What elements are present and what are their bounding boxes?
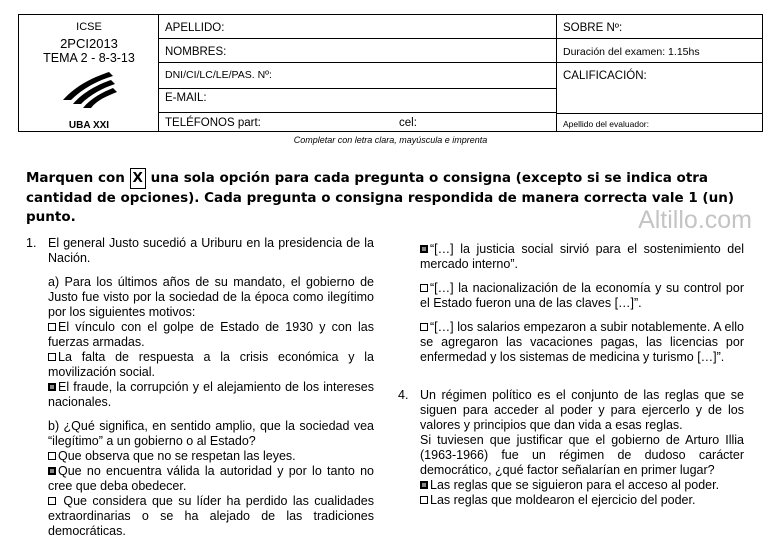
sobre-field	[557, 15, 762, 39]
evaluation-cell	[557, 15, 762, 131]
email-field[interactable]	[159, 89, 556, 113]
uba-xxi-logo-icon	[57, 70, 117, 110]
nombres-label: NOMBRES:	[165, 46, 227, 58]
telefonos-field[interactable]	[159, 113, 556, 133]
q4-number: 4.	[398, 388, 409, 402]
left-column	[26, 236, 374, 539]
checkbox-icon[interactable]	[48, 323, 56, 331]
q1-number: 1.	[26, 236, 37, 250]
logo-line1: ICSE	[76, 21, 102, 33]
cel-label: cel:	[399, 117, 417, 129]
dni-field[interactable]	[159, 63, 556, 89]
checkbox-checked-icon[interactable]	[48, 383, 56, 391]
dni-label: DNI/CI/LC/LE/PAS. Nº:	[165, 69, 272, 81]
q4-stem-2: Si tuviesen que justificar que el gobierno de Arturo Illia (1963-1966) fue un régimen de dudoso carácter democrático, ¿qué factor señalarían en primer lugar?	[420, 433, 744, 477]
q1-stem: El general Justo sucedió a Uriburu en la presidencia de la Nación.	[48, 236, 374, 265]
email-label: E-MAIL:	[165, 92, 207, 104]
q1b-stem: b) ¿Qué significa, en sentido amplio, que la sociedad vea “ilegítimo” a un gobierno o al Estado?	[48, 419, 374, 448]
checkbox-checked-icon[interactable]	[420, 481, 428, 489]
checkbox-checked-icon[interactable]	[48, 467, 56, 475]
q3-option-3[interactable]: “[…] los salarios empezaron a subir notablemente. A ello se agregaron las vacaciones pagas, las licencias por enfermedad y los sistemas de medicina y turismo […]”.	[420, 320, 744, 364]
q4-option-1[interactable]: Las reglas que se siguieron para el acceso al poder.	[420, 478, 744, 493]
sobre-label: SOBRE Nº:	[563, 22, 623, 34]
x-mark-box: X	[130, 168, 146, 189]
q4-option-2[interactable]: Las reglas que moldearon el ejercicio del poder.	[420, 493, 744, 508]
checkbox-icon[interactable]	[48, 497, 56, 505]
telefonos-label: TELÉFONOS part:	[165, 117, 261, 129]
duracion-field	[557, 39, 762, 63]
evaluador-field	[557, 114, 762, 132]
apellido-field[interactable]	[159, 15, 556, 39]
evaluador-label: Apellido del evaluador:	[563, 119, 650, 129]
calificacion-label: CALIFICACIÓN:	[563, 70, 647, 82]
watermark: Altillo.com	[638, 206, 752, 234]
q3-option-2[interactable]: “[…] la nacionalización de la economía y su control por el Estado fueron una de las claves […]”.	[420, 281, 744, 310]
q1b-option-3[interactable]: Que considera que su líder ha perdido las cualidades extraordinarias o se ha alejado de las tradiciones democráticas.	[48, 494, 374, 538]
q1a-option-1[interactable]: El vínculo con el golpe de Estado de 1930 y con las fuerzas armadas.	[48, 320, 374, 349]
header-box	[18, 14, 763, 132]
logo-line3: TEMA 2 - 8-3-13	[43, 51, 135, 65]
q3-option-1[interactable]: “[…] la justicia social sirvió para el sostenimiento del mercado interno”.	[420, 242, 744, 271]
checkbox-icon[interactable]	[48, 452, 56, 460]
q1a-option-2[interactable]: La falta de respuesta a la crisis económica y la movilización social.	[48, 350, 374, 379]
instructions-pre: Marquen con	[26, 170, 125, 186]
q1a-option-3[interactable]: El fraude, la corrupción y el alejamiento de los intereses nacionales.	[48, 380, 374, 409]
logo-cell	[19, 15, 159, 131]
personal-data-cell	[159, 15, 557, 131]
logo-brand: UBA XXI	[68, 120, 110, 131]
header-caption: Completar con letra clara, mayúscula e imprenta	[293, 135, 488, 145]
instructions-post: una sola opción para cada pregunta o consigna (excepto si se indica otra cantidad de opciones). Cada pregunta o consigna respondida de manera correcta vale 1 (un) punto.	[26, 170, 734, 225]
q1b-option-1[interactable]: Que observa que no se respetan las leyes.	[48, 449, 374, 464]
checkbox-icon[interactable]	[420, 496, 428, 504]
checkbox-icon[interactable]	[420, 284, 428, 292]
apellido-label: APELLIDO:	[165, 22, 225, 34]
logo-line2: 2PCI2013	[60, 36, 118, 51]
checkbox-icon[interactable]	[420, 323, 428, 331]
nombres-field[interactable]	[159, 39, 556, 63]
checkbox-icon[interactable]	[48, 353, 56, 361]
checkbox-checked-icon[interactable]	[420, 245, 428, 253]
right-column	[398, 242, 744, 508]
duracion-label: Duración del examen: 1.15hs	[563, 46, 700, 58]
q1b-option-2[interactable]: Que no encuentra válida la autoridad y por lo tanto no cree que deba obedecer.	[48, 464, 374, 493]
q1a-stem: a) Para los últimos años de su mandato, el gobierno de Justo fue visto por la sociedad de la época como ilegítimo por los siguientes motivos:	[48, 275, 374, 319]
q4-stem: Un régimen político es el conjunto de las reglas que se siguen para acceder al poder y para ejercerlo y de los valores y principios que dan vida a esas reglas.	[420, 388, 744, 432]
